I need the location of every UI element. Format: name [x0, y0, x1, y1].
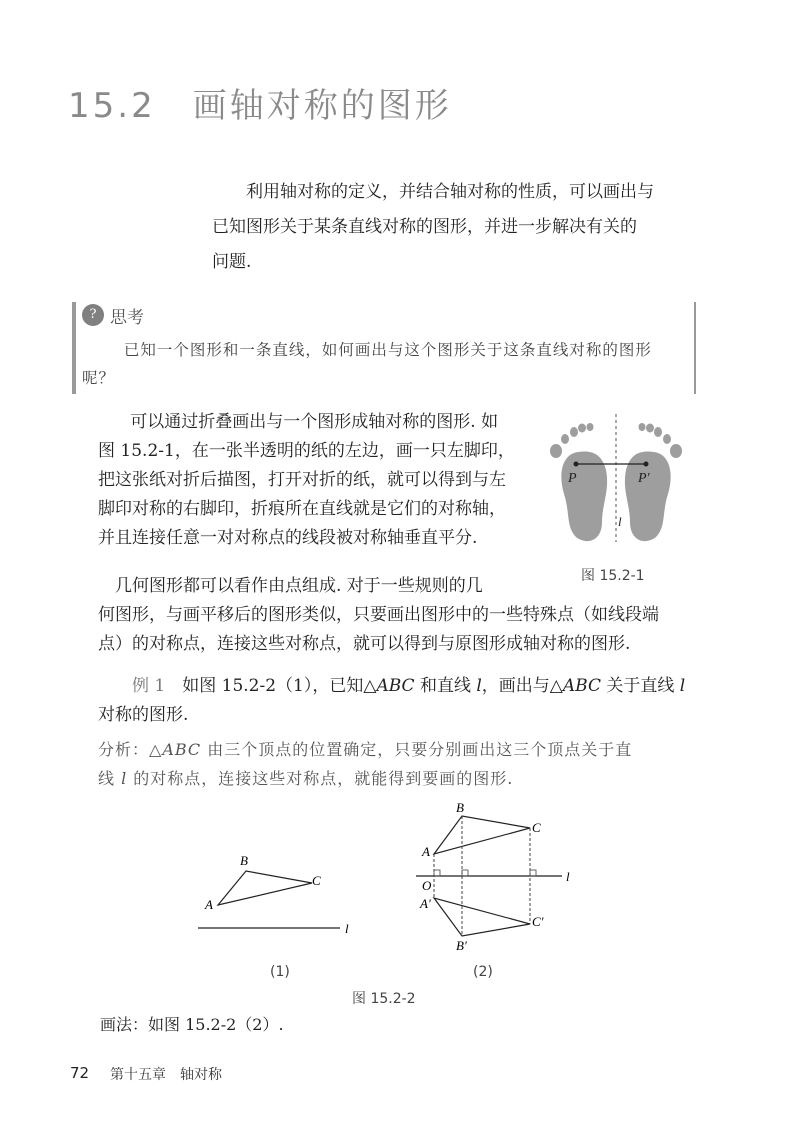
figure-15-2-2-part-1: [190, 845, 370, 945]
para-line: 图 15.2-1，在一张半透明的纸的左边，画一只左脚印，: [98, 441, 515, 461]
intro-paragraph: [212, 175, 712, 280]
example-label: 例 1: [132, 676, 166, 696]
para-line: 几何图形都可以看作由点组成. 对于一些规则的几: [98, 576, 483, 596]
triangle-abc: [434, 816, 530, 854]
para-line: 可以通过折叠画出与一个图形成轴对称的图形. 如: [130, 412, 499, 432]
label-b: B: [240, 853, 248, 868]
think-text: 已知一个图形和一条直线，如何画出与这个图形关于这条直线对称的图形呢？: [82, 341, 652, 387]
label-l: l: [345, 921, 349, 936]
right-angle-mark: [434, 870, 440, 876]
triangle-abc: [218, 871, 312, 905]
paragraph-folding: [98, 408, 528, 553]
label-a-prime: A′: [420, 896, 431, 911]
figure-footprints: [540, 412, 700, 562]
label-l: l: [566, 869, 570, 884]
label-a: A: [205, 897, 213, 912]
figure-15-2-2-part-2: [412, 798, 587, 958]
label-c: C: [532, 820, 541, 835]
label-c: C: [312, 873, 321, 888]
example-1: [98, 672, 698, 730]
para-line: 何图形，与画平移后的图形类似，只要画出图形中的一些特殊点（如线段端: [98, 605, 659, 625]
right-angle-mark: [462, 870, 468, 876]
triangle-abc-prime: [434, 898, 530, 936]
paragraph-geometric: [98, 572, 698, 659]
intro-line-1: 利用轴对称的定义，并结合轴对称的性质，可以画出与: [246, 182, 654, 202]
para-line: 脚印对称的右脚印，折痕所在直线就是它们的对称轴，: [98, 499, 506, 519]
think-label: 思考: [110, 308, 144, 328]
label-o: O: [422, 878, 432, 893]
think-box: [72, 302, 696, 394]
para-line: 点）的对称点，连接这些对称点，就可以得到与原图形成轴对称的图形.: [98, 634, 631, 654]
method-text: 画法：如图 15.2-2（2）.: [100, 1015, 284, 1034]
para-line: 并且连接任意一对对称点的线段被对称轴垂直平分.: [98, 528, 478, 548]
label-p-prime: P′: [638, 471, 650, 486]
label-c-prime: C′: [532, 914, 544, 929]
example-line-1: 例 1 如图 15.2-2（1），已知△ABC 和直线 l，画出与△ABC 关于直线 l: [132, 676, 686, 696]
label-p: P: [568, 471, 577, 486]
think-icon: ?: [82, 304, 104, 326]
section-title: 15.2 画轴对称的图形: [68, 86, 452, 126]
right-footprint: [625, 423, 682, 541]
page-number: 72: [70, 1064, 90, 1082]
point-p: [574, 462, 579, 467]
para-line: 把这张纸对折后描图，打开对折的纸，就可以得到与左: [98, 470, 506, 490]
think-box-left-bar: [72, 302, 76, 394]
point-p-prime: [644, 462, 649, 467]
analysis-line-2: 线 l 的对称点，连接这些对称点，就能得到要画的图形.: [98, 769, 514, 788]
think-box-right-bar: [694, 302, 696, 394]
left-footprint: [550, 423, 607, 541]
figure-15-2-2-caption: 图 15.2-2: [352, 991, 416, 1007]
label-b-prime: B′: [456, 938, 467, 953]
figure-15-2-1-caption: 图 15.2-1: [581, 568, 645, 584]
chapter-title: 第十五章 轴对称: [110, 1067, 222, 1083]
label-a: A: [422, 844, 430, 859]
label-l: l: [618, 514, 622, 529]
figure-part-2-label: (2): [473, 964, 493, 980]
intro-line-3: 问题.: [212, 252, 252, 272]
example-line-2: 对称的图形.: [98, 705, 189, 725]
right-angle-mark: [530, 870, 536, 876]
label-b: B: [456, 800, 464, 815]
intro-line-2: 已知图形关于某条直线对称的图形，并进一步解决有关的: [212, 217, 637, 237]
figure-part-1-label: (1): [270, 964, 290, 980]
analysis: [98, 735, 698, 793]
analysis-line-1: 分析：△ABC 由三个顶点的位置确定，只要分别画出这三个顶点关于直: [98, 740, 633, 759]
